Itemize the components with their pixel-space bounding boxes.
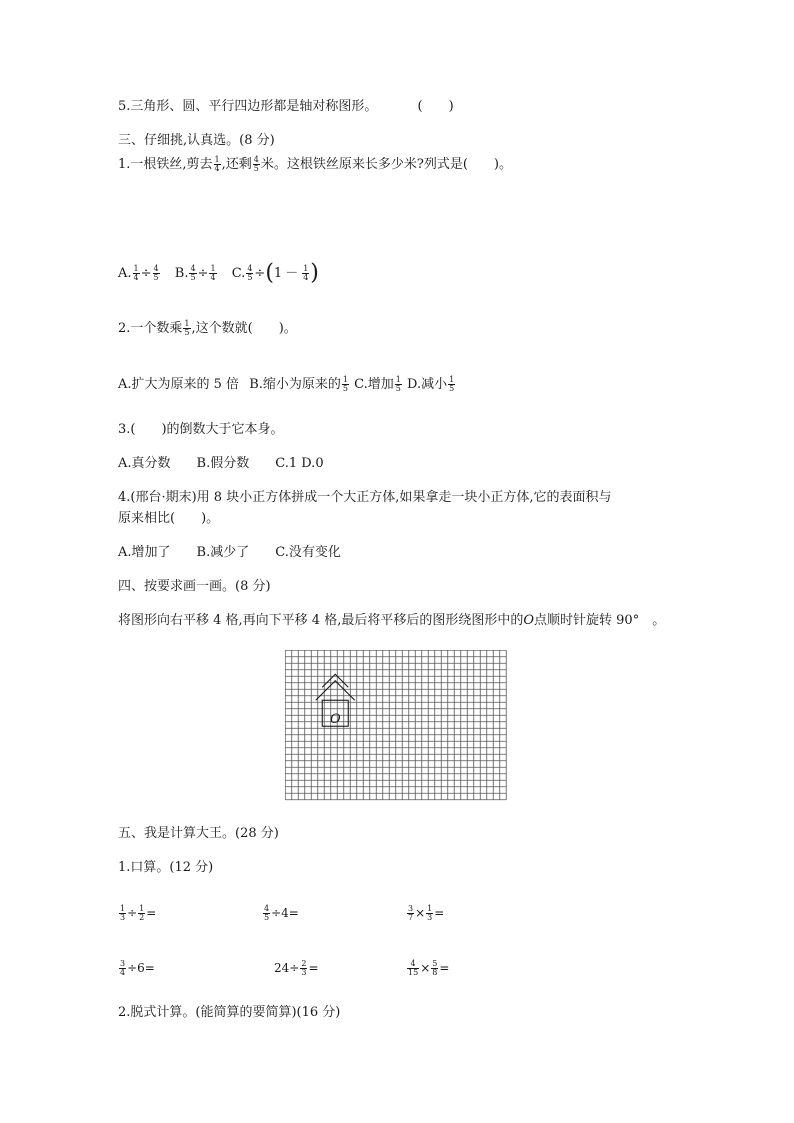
- s3-question-4-line1: 4.(邢台·期末)用 8 块小正方体拼成一个大正方体,如果拿走一块小正方体,它的表面积与: [118, 490, 612, 505]
- s3-question-3: 3.( )的倒数大于它本身。: [118, 422, 284, 437]
- section-4-instruction: 将图形向右平移 4 格,再向下平移 4 格,最后将平移后的图形绕图形中的O点顺时针旋转 90° 。: [118, 613, 666, 628]
- written-calc-title: 2.脱式计算。(能简算的要简算)(16 分): [118, 1005, 341, 1020]
- option-c[interactable]: C. $\frac{4}{5}$ ÷(1 － $\frac{1}{4}$ ): [231, 260, 319, 285]
- answer-blank[interactable]: ( ): [417, 99, 454, 114]
- s3-q1-options: [118, 258, 319, 289]
- oral-problem-5: 24÷ $\frac{2}{3}$ =: [274, 959, 319, 977]
- section-5-title: 五、我是计算大王。(28 分): [118, 826, 279, 841]
- option-b[interactable]: B. $\frac{4}{5}$ ÷ $\frac{1}{4}$: [174, 263, 216, 282]
- option-d[interactable]: D.减小 $\frac{1}{5}$: [406, 375, 455, 393]
- section-3-title: 三、仔细挑,认真选。(8 分): [118, 133, 275, 148]
- fraction: $\frac{1}{4}$: [214, 155, 220, 173]
- rotation-point-label: O: [330, 712, 341, 727]
- oral-problem-3: $\frac{3}{7}$ × $\frac{1}{3}$ =: [408, 904, 445, 922]
- s3-question-2: 2.一个数乘 $\frac{1}{5}$ ,这个数就( )。: [118, 319, 297, 337]
- oral-problem-1: $\frac{1}{3}$ ÷ $\frac{1}{2}$ =: [120, 904, 157, 922]
- option-b[interactable]: B.缩小为原来的 $\frac{1}{5}$: [249, 375, 348, 393]
- s3-q4-options[interactable]: A.增加了 B.减少了 C.没有变化: [118, 545, 341, 560]
- s3-q2-options: [118, 370, 456, 400]
- s3-question-4-line2: 原来相比( )。: [118, 511, 220, 526]
- oral-problem-4: $\frac{3}{4}$ ÷6=: [120, 959, 155, 977]
- option-a[interactable]: A. $\frac{1}{4}$ ÷ $\frac{4}{5}$: [118, 263, 159, 282]
- option-c[interactable]: C.增加 $\frac{1}{5}$: [354, 375, 401, 393]
- section-4-title: 四、按要求画一画。(8 分): [118, 579, 271, 594]
- fraction: $\frac{4}{5}$: [253, 155, 259, 173]
- drawing-grid[interactable]: [285, 650, 509, 804]
- s3-question-1: 1.一根铁丝,剪去 $\frac{1}{4}$ ,还剩 $\frac{4}{5}$ 米。这根铁丝原来长多少米?列式是( )。: [118, 155, 512, 173]
- oral-problem-2: $\frac{4}{5}$ ÷4=: [264, 904, 299, 922]
- oral-calc-title: 1.口算。(12 分): [118, 860, 214, 875]
- s3-q3-options[interactable]: A.真分数 B.假分数 C.1 D.0: [118, 456, 324, 471]
- oral-problem-6: $\frac{4}{15}$ × $\frac{5}{8}$ =: [408, 959, 450, 977]
- option-a[interactable]: A.扩大为原来的 5 倍: [118, 377, 240, 392]
- question-5: 5.三角形、圆、平行四边形都是轴对称图形。 ( ): [118, 99, 454, 114]
